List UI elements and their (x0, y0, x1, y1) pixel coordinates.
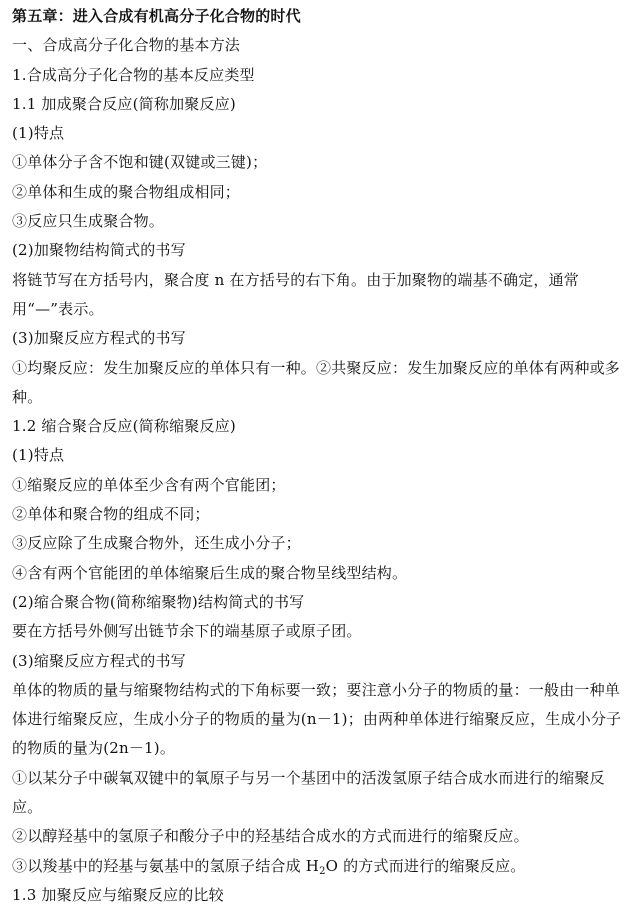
list-item-formula (12, 852, 626, 881)
point-heading: (2)缩合聚合物(简称缩聚物)结构简式的书写 (12, 592, 305, 611)
formula-text-pre: ③以羧基中的羟基与氨基中的氢原子结合成 H (12, 856, 320, 875)
list-item: ①单体分子含不饱和键(双键或三键)； (12, 153, 268, 172)
list-item: ①以某分子中碳氧双键中的氧原子与另一个基团中的活泼氢原子结合成水而进行的缩聚反应。 (12, 768, 605, 817)
paragraph: 要在方括号外侧写出链节余下的端基原子或原子团。 (12, 622, 362, 641)
subsection-1-3-heading: 1.3 加聚反应与缩聚反应的比较 (12, 885, 224, 904)
section-heading: 一、合成高分子化合物的基本方法 (12, 36, 241, 55)
list-item: ④含有两个官能团的单体缩聚后生成的聚合物呈线型结构。 (12, 563, 408, 582)
formula-subscript: 2 (319, 865, 326, 877)
list-item: ③反应除了生成聚合物外，还生成小分子； (12, 534, 301, 553)
point-heading: (3)加聚反应方程式的书写 (12, 329, 186, 348)
chapter-title: 第五章：进入合成有机高分子化合物的时代 (12, 7, 301, 25)
point-heading: (1)特点 (12, 124, 65, 143)
subsection-1-1-heading: 1.1 加成聚合反应(简称加聚反应) (12, 94, 236, 113)
point-heading: (1)特点 (12, 446, 65, 465)
formula-text-post: O 的方式而进行的缩聚反应。 (325, 856, 526, 875)
list-item: ②单体和聚合物的组成不同； (12, 505, 210, 524)
list-item: ②以醇羟基中的氢原子和酸分子中的羟基结合成水的方式而进行的缩聚反应。 (12, 827, 529, 846)
list-item: ③反应只生成聚合物。 (12, 212, 165, 231)
paragraph: 将链节写在方括号内，聚合度 n 在方括号的右下角。由于加聚物的端基不确定，通常用“—”表示。 (12, 270, 580, 318)
subsection-heading: 1.合成高分子化合物的基本反应类型 (12, 65, 255, 84)
subsection-1-2-heading: 1.2 缩合聚合反应(简称缩聚反应) (12, 417, 236, 436)
list-item: ②单体和生成的聚合物组成相同； (12, 182, 241, 201)
paragraph: ①均聚反应：发生加聚反应的单体只有一种。②共聚反应：发生加聚反应的单体有两种或多种。 (12, 358, 621, 406)
paragraph: 单体的物质的量与缩聚物结构式的下角标要一致；要注意小分子的物质的量：一般由一种单体进行缩聚反应，生成小分子的物质的量为(n－1)；由两种单体进行缩聚反应，生成小分子的物质的量为(2n－1)。 (12, 680, 622, 758)
list-item: ①缩聚反应的单体至少含有两个官能团； (12, 475, 286, 494)
point-heading: (2)加聚物结构简式的书写 (12, 241, 186, 260)
point-heading: (3)缩聚反应方程式的书写 (12, 651, 186, 670)
